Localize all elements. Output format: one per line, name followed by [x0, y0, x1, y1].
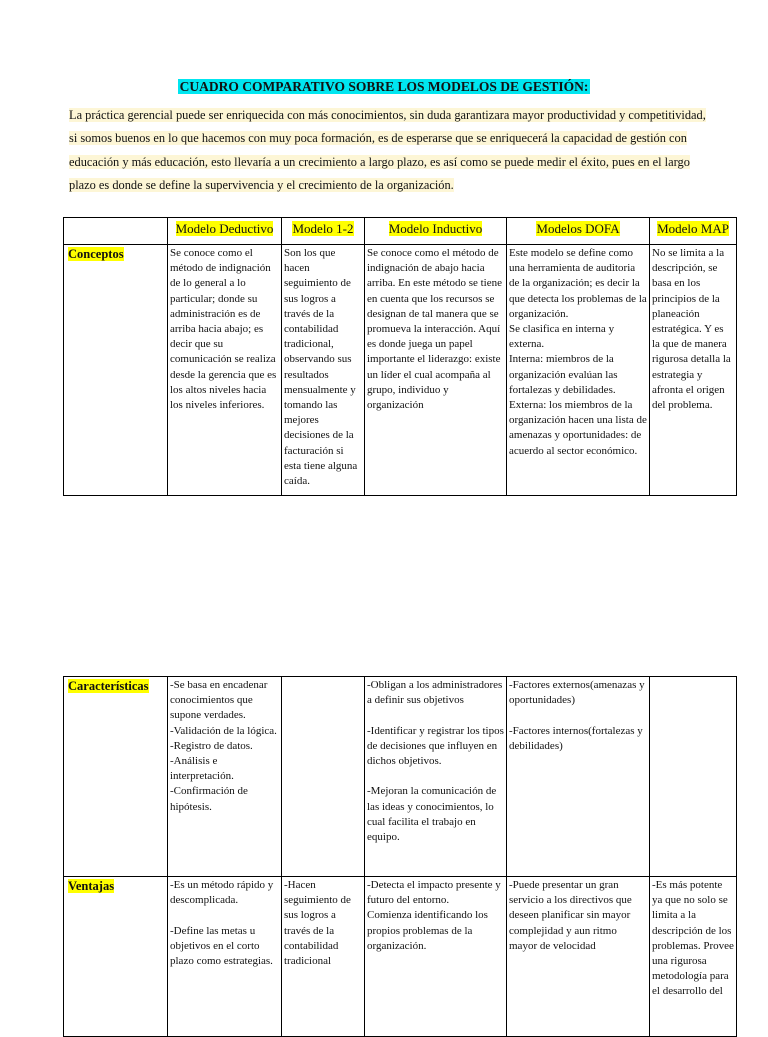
cell-conceptos-inductivo: Se conoce como el método de indignación de abajo hacia arriba. En este método se tiene en cuenta que los recursos se designan de tal manera que se promueva la interacción. Aquí es donde juega un papel importante el liderazgo: existe un líder el cual acompaña al grupo, individuo y organización: [365, 245, 507, 496]
document-title: [0, 79, 768, 95]
cell-caracteristicas-deductivo: -Se basa en encadenar conocimientos que supone verdades. -Validación de la lógica. -Registro de datos. -Análisis e interpretación. -Confirmación de hipótesis.: [168, 677, 282, 877]
cell-conceptos-map: No se limita a la descripción, se basa en los principios de la planeación estratégica. Y es la que de manera rigurosa detalla la estrategia y afronta el origen del problema.: [650, 245, 737, 496]
cell-conceptos-1-2: Son los que hacen seguimiento de sus logros a través de la contabilidad tradicional, observando sus resultados mensualmente y tomando las mejores decisiones de la facturación si esta tiene alguna caída.: [282, 245, 365, 496]
header-modelo-deductivo: Modelo Deductivo: [168, 218, 282, 245]
cell-conceptos-dofa: Este modelo se define como una herramienta de auditoria de la organización; es decir la que detecta los problemas de la organización. Se clasifica en interna y externa. Interna: miembros de la organización evalúan las fortalezas y debilidades. Externa: los miembros de la organización hacen una lista de amenazas y oportunidades: de acuerdo al sector económico.: [507, 245, 650, 496]
header-modelo-inductivo: Modelo Inductivo: [365, 218, 507, 245]
cell-caracteristicas-inductivo: -Obligan a los administradores a definir sus objetivos -Identificar y registrar los tipos de decisiones que influyen en dichos objetivos. -Mejoran la comunicación de las ideas y conocimientos, lo cual facilita el trabajo en equipo.: [365, 677, 507, 877]
cell-caracteristicas-map: [650, 677, 737, 877]
intro-text: La práctica gerencial puede ser enriquecida con más conocimientos, sin duda garantizara mayor productividad y competitividad, si somos buenos en lo que hacemos con muy poca formación, es de esperarse que se enriquecerá la capacidad de gestión con educación y más educación, esto llevaría a un crecimiento a largo plazo, es así como se puede medir el éxito, pues en el largo plazo es donde se define la supervivencia y el crecimiento de la organización.: [69, 108, 706, 192]
comparison-table-top: [63, 217, 737, 496]
row-ventajas: [64, 877, 737, 1037]
header-row: [64, 218, 737, 245]
comparison-table-bottom: [63, 676, 737, 1037]
intro-paragraph: [69, 104, 709, 197]
cell-caracteristicas-1-2: [282, 677, 365, 877]
cell-ventajas-map: -Es más potente ya que no solo se limita a la descripción de los problemas. Provee una rigurosa metodología para el desarrollo del: [650, 877, 737, 1037]
cell-caracteristicas-dofa: -Factores externos(amenazas y oportunidades) -Factores internos(fortalezas y debilidades): [507, 677, 650, 877]
cell-ventajas-inductivo: -Detecta el impacto presente y futuro del entorno. Comienza identificando los propios problemas de la organización.: [365, 877, 507, 1037]
cell-ventajas-deductivo: -Es un método rápido y descomplicada. -Define las metas u objetivos en el corto plazo como estrategias.: [168, 877, 282, 1037]
cell-ventajas-dofa: -Puede presentar un gran servicio a los directivos que deseen planificar sin mayor complejidad y aun ritmo mayor de velocidad: [507, 877, 650, 1037]
header-modelo-map: Modelo MAP: [650, 218, 737, 245]
cell-ventajas-1-2: -Hacen seguimiento de sus logros a través de la contabilidad tradicional: [282, 877, 365, 1037]
cell-conceptos-deductivo: Se conoce como el método de indignación de lo general a lo particular; donde su administración es de arriba hacia abajo; es decir que su comunicación se realiza desde la gerencia que es los altos niveles hacia los niveles inferiores.: [168, 245, 282, 496]
title-text: CUADRO COMPARATIVO SOBRE LOS MODELOS DE GESTIÓN:: [179, 79, 589, 94]
row-label-ventajas: Ventajas: [64, 877, 168, 1037]
row-label-conceptos: Conceptos: [64, 245, 168, 496]
header-modelos-dofa: Modelos DOFA: [507, 218, 650, 245]
header-modelo-1-2: Modelo 1-2: [282, 218, 365, 245]
header-empty-cell: [64, 218, 168, 245]
row-conceptos: [64, 245, 737, 496]
row-caracteristicas: [64, 677, 737, 877]
row-label-caracteristicas: Características: [64, 677, 168, 877]
